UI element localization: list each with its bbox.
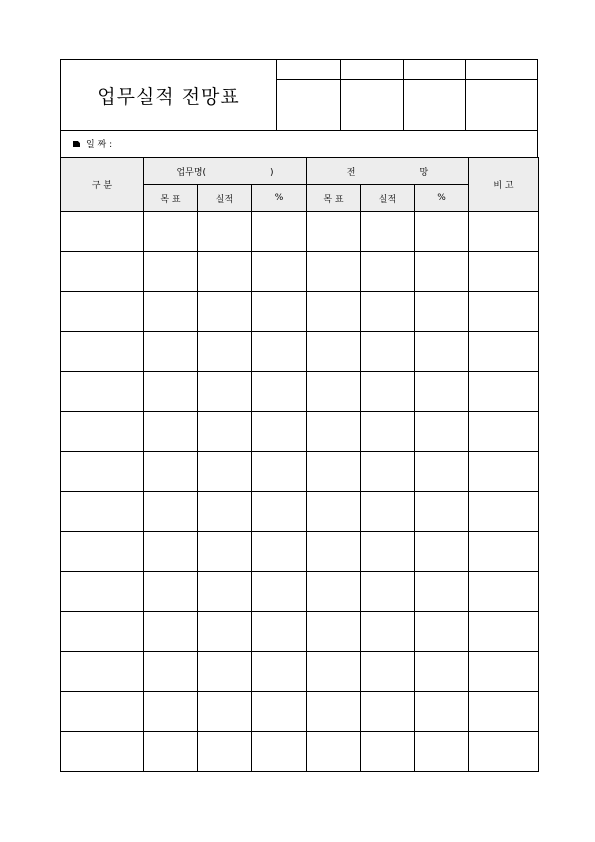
table-cell[interactable] (307, 332, 361, 372)
table-row (61, 572, 539, 612)
table-cell[interactable] (415, 412, 469, 452)
table-cell[interactable] (361, 572, 415, 612)
table-cell[interactable] (415, 212, 469, 252)
subheader-actual: 실적 (198, 185, 252, 212)
table-cell[interactable] (469, 732, 539, 772)
table-cell[interactable] (469, 332, 539, 372)
approval-sign-4[interactable] (466, 80, 537, 130)
table-cell[interactable] (198, 732, 252, 772)
table-cell[interactable] (307, 572, 361, 612)
table-cell[interactable] (61, 572, 144, 612)
approval-header-1 (277, 60, 341, 80)
date-row (60, 130, 538, 157)
table-cell[interactable] (307, 532, 361, 572)
table-cell[interactable] (144, 412, 198, 452)
table-cell[interactable] (198, 252, 252, 292)
table-cell[interactable] (415, 692, 469, 732)
table-cell[interactable] (144, 372, 198, 412)
table-cell[interactable] (252, 492, 307, 532)
table-cell[interactable] (252, 332, 307, 372)
document-title: 업무실적 전망표 (97, 85, 240, 108)
table-cell[interactable] (469, 372, 539, 412)
table-cell[interactable] (61, 692, 144, 732)
table-cell[interactable] (198, 532, 252, 572)
business-group-close: ) (270, 167, 274, 178)
table-cell[interactable] (252, 732, 307, 772)
approval-header-4 (466, 60, 537, 80)
table-cell[interactable] (469, 212, 539, 252)
table-cell[interactable] (252, 692, 307, 732)
table-row (61, 252, 539, 292)
table-cell[interactable] (415, 292, 469, 332)
table-cell[interactable] (361, 652, 415, 692)
table-cell[interactable] (469, 652, 539, 692)
table-cell[interactable] (144, 612, 198, 652)
document-page (60, 59, 538, 774)
table-cell[interactable] (361, 412, 415, 452)
table-row (61, 652, 539, 692)
forecast-table (60, 157, 539, 772)
table-cell[interactable] (361, 212, 415, 252)
table-row (61, 452, 539, 492)
table-cell[interactable] (415, 372, 469, 412)
table-row (61, 612, 539, 652)
table-cell[interactable] (198, 372, 252, 412)
table-cell[interactable] (252, 652, 307, 692)
table-cell[interactable] (469, 612, 539, 652)
table-cell[interactable] (415, 572, 469, 612)
table-cell[interactable] (307, 492, 361, 532)
table-cell[interactable] (61, 252, 144, 292)
header-remarks: 비 고 (469, 158, 539, 212)
table-cell[interactable] (361, 332, 415, 372)
table-row (61, 692, 539, 732)
table-cell[interactable] (61, 492, 144, 532)
subheader-percent: % (252, 185, 307, 212)
table-cell[interactable] (307, 612, 361, 652)
table-cell[interactable] (361, 732, 415, 772)
table-cell[interactable] (252, 412, 307, 452)
table-cell[interactable] (415, 612, 469, 652)
table-cell[interactable] (144, 332, 198, 372)
table-cell[interactable] (61, 372, 144, 412)
table-cell[interactable] (361, 692, 415, 732)
approval-header-3 (404, 60, 466, 80)
table-cell[interactable] (415, 252, 469, 292)
table-cell[interactable] (61, 732, 144, 772)
table-cell[interactable] (61, 212, 144, 252)
header-category: 구 분 (61, 158, 144, 212)
table-cell[interactable] (307, 252, 361, 292)
table-body (61, 212, 539, 772)
table-cell[interactable] (198, 612, 252, 652)
table-cell[interactable] (198, 412, 252, 452)
table-cell[interactable] (144, 252, 198, 292)
table-cell[interactable] (61, 612, 144, 652)
table-cell[interactable] (252, 532, 307, 572)
forecast-label-a: 전 (346, 167, 356, 178)
table-cell[interactable] (252, 612, 307, 652)
approval-boxes (277, 60, 537, 130)
table-row (61, 732, 539, 772)
table-cell[interactable] (307, 692, 361, 732)
table-cell[interactable] (307, 292, 361, 332)
table-row (61, 492, 539, 532)
table-cell[interactable] (61, 532, 144, 572)
table-cell[interactable] (144, 732, 198, 772)
table-cell[interactable] (307, 452, 361, 492)
table-cell[interactable] (361, 532, 415, 572)
table-cell[interactable] (252, 212, 307, 252)
table-cell[interactable] (61, 332, 144, 372)
table-cell[interactable] (252, 572, 307, 612)
table-cell[interactable] (144, 572, 198, 612)
table-cell[interactable] (415, 652, 469, 692)
table-cell[interactable] (144, 292, 198, 332)
table-cell[interactable] (198, 292, 252, 332)
table-cell[interactable] (307, 732, 361, 772)
table-cell[interactable] (61, 652, 144, 692)
table-cell[interactable] (144, 452, 198, 492)
approval-sign-1[interactable] (277, 80, 341, 130)
table-cell[interactable] (361, 372, 415, 412)
table-cell[interactable] (252, 372, 307, 412)
approval-sign-2[interactable] (341, 80, 404, 130)
header-block (60, 59, 538, 131)
table-cell[interactable] (198, 492, 252, 532)
table-cell[interactable] (469, 412, 539, 452)
table-row (61, 332, 539, 372)
date-label: 일 짜 : (86, 140, 113, 150)
table-cell[interactable] (469, 692, 539, 732)
subheader-target: 목 표 (307, 185, 361, 212)
table-cell[interactable] (361, 452, 415, 492)
table-cell[interactable] (144, 652, 198, 692)
forecast-label-b: 망 (419, 167, 429, 178)
table-cell[interactable] (144, 692, 198, 732)
table-cell[interactable] (252, 252, 307, 292)
table-cell[interactable] (307, 372, 361, 412)
table-cell[interactable] (198, 212, 252, 252)
table-cell[interactable] (144, 492, 198, 532)
header-business-group (144, 158, 307, 185)
subheader-target: 목 표 (144, 185, 198, 212)
table-cell[interactable] (469, 292, 539, 332)
table-row (61, 532, 539, 572)
table-cell[interactable] (307, 652, 361, 692)
table-row (61, 412, 539, 452)
header-forecast-group (307, 158, 469, 185)
table-cell[interactable] (361, 612, 415, 652)
table-cell[interactable] (469, 492, 539, 532)
document-icon (73, 140, 81, 147)
table-cell[interactable] (144, 212, 198, 252)
table-cell[interactable] (198, 572, 252, 612)
table-row (61, 292, 539, 332)
table-cell[interactable] (469, 532, 539, 572)
table-cell[interactable] (307, 212, 361, 252)
table-row (61, 212, 539, 252)
table-row (61, 372, 539, 412)
table-cell[interactable] (198, 652, 252, 692)
table-cell[interactable] (469, 452, 539, 492)
table-cell[interactable] (415, 452, 469, 492)
approval-sign-3[interactable] (404, 80, 466, 130)
table-cell[interactable] (61, 452, 144, 492)
table-cell[interactable] (415, 332, 469, 372)
table-cell[interactable] (361, 252, 415, 292)
table-cell[interactable] (415, 732, 469, 772)
subheader-percent: % (415, 185, 469, 212)
subheader-actual: 실적 (361, 185, 415, 212)
table-cell[interactable] (415, 492, 469, 532)
table-cell[interactable] (469, 252, 539, 292)
table-cell[interactable] (198, 332, 252, 372)
table-cell[interactable] (61, 412, 144, 452)
table-cell[interactable] (252, 452, 307, 492)
table-cell[interactable] (61, 292, 144, 332)
table-cell[interactable] (361, 292, 415, 332)
table-cell[interactable] (415, 532, 469, 572)
approval-header-2 (341, 60, 404, 80)
table-cell[interactable] (198, 452, 252, 492)
table-cell[interactable] (469, 572, 539, 612)
table-cell[interactable] (307, 412, 361, 452)
title-cell (61, 60, 277, 130)
table-cell[interactable] (361, 492, 415, 532)
business-group-label: 업무명( (176, 167, 207, 178)
table-cell[interactable] (144, 532, 198, 572)
table-cell[interactable] (252, 292, 307, 332)
table-cell[interactable] (198, 692, 252, 732)
